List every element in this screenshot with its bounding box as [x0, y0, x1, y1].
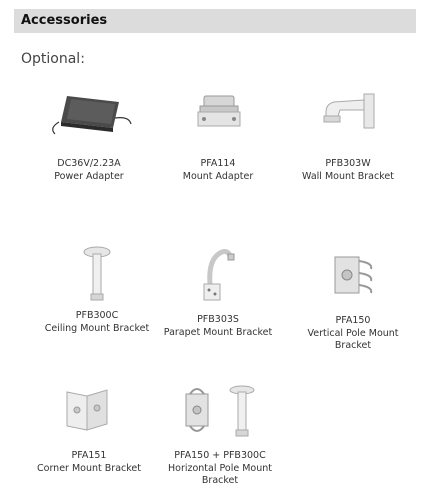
section-header: [14, 9, 416, 33]
optional-label: Optional:: [21, 51, 85, 67]
accessory-mount-adapter: [148, 88, 288, 183]
horizontal-pole-mount-bracket-icon: [150, 380, 290, 450]
item-caption: PFA150 Vertical Pole Mount Bracket: [307, 315, 399, 351]
ceiling-mount-bracket-icon: [27, 240, 167, 310]
item-caption: PFA114 Mount Adapter: [182, 158, 254, 182]
accessory-corner-mount-bracket: [19, 380, 159, 475]
section-title: Accessories: [21, 13, 108, 28]
power-adapter-image: [19, 88, 159, 158]
vertical-pole-mount-bracket-icon: [283, 245, 423, 315]
item-caption: PFA150 + PFB300C Horizontal Pole Mount Bracket: [167, 450, 272, 486]
item-caption: PFB300C Ceiling Mount Bracket: [44, 310, 150, 334]
accessory-horizontal-pole-mount-bracket: [150, 380, 290, 488]
horizontal-pole-mount-bracket-image: [150, 380, 290, 450]
corner-mount-bracket-icon: [19, 380, 159, 450]
power-adapter-icon: [19, 88, 159, 158]
wall-mount-bracket-icon: [278, 88, 418, 158]
vertical-pole-mount-bracket-image: [283, 245, 423, 315]
item-caption: PFA151 Corner Mount Bracket: [37, 450, 141, 474]
ceiling-mount-bracket-image: [27, 240, 167, 310]
corner-mount-bracket-image: [19, 380, 159, 450]
accessory-wall-mount-bracket: [278, 88, 418, 183]
parapet-mount-bracket-icon: [148, 244, 288, 314]
item-caption: PFB303W Wall Mount Bracket: [302, 158, 394, 182]
mount-adapter-image: [148, 88, 288, 158]
wall-mount-bracket-image: [278, 88, 418, 158]
accessory-power-adapter: [19, 88, 159, 183]
accessory-ceiling-mount-bracket: [27, 240, 167, 335]
accessory-vertical-pole-mount-bracket: [283, 245, 423, 353]
item-caption: PFB303S Parapet Mount Bracket: [163, 314, 273, 338]
item-caption: DC36V/2.23A Power Adapter: [54, 158, 124, 182]
accessory-parapet-mount-bracket: [148, 244, 288, 339]
mount-adapter-icon: [148, 88, 288, 158]
parapet-mount-bracket-image: [148, 244, 288, 314]
